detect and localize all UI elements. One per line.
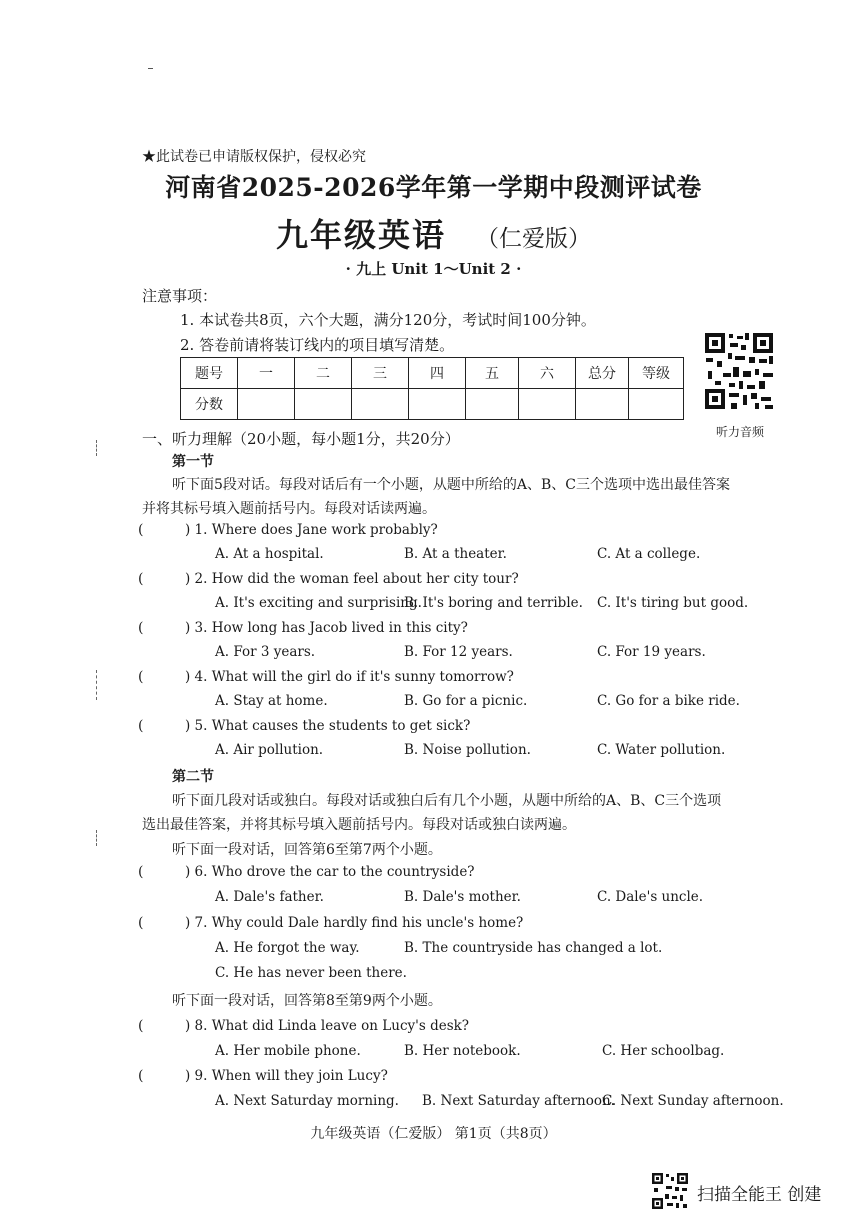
edition-label: （仁爱版）	[476, 226, 591, 252]
score-cell: 五	[466, 358, 519, 389]
score-cell: 六	[519, 358, 576, 389]
listening-qr-code[interactable]	[703, 331, 775, 411]
option-a: A. Dale's father.	[215, 889, 324, 905]
part2-instruction: 选出最佳答案，并将其标号填入题前括号内。每段对话或独白读两遍。	[142, 817, 576, 833]
option-b: B. At a theater.	[404, 546, 507, 562]
scan-mark	[148, 68, 153, 71]
question-4: ) 4. What will the girl do if it's sunny tomorrow?	[185, 669, 514, 685]
scanner-watermark: 扫描全能王 创建	[697, 1185, 822, 1205]
exam-subtitle	[0, 210, 867, 256]
option-a: A. Her mobile phone.	[215, 1043, 361, 1059]
score-cell: 总分	[576, 358, 629, 389]
option-b: B. Go for a picnic.	[404, 693, 528, 709]
option-c: C. Go for a bike ride.	[597, 693, 740, 709]
score-input-cell[interactable]	[466, 389, 519, 420]
score-cell: 题号	[181, 358, 238, 389]
option-a: A. Air pollution.	[215, 742, 324, 758]
answer-paren-left: (	[138, 718, 144, 734]
answer-paren-left: (	[138, 669, 144, 685]
binding-line	[96, 830, 97, 846]
option-b: B. Noise pollution.	[404, 742, 531, 758]
answer-paren-left: (	[138, 915, 144, 931]
units-range: · 九上 Unit 1～Unit 2 ·	[345, 260, 522, 278]
note-item-2: 2. 答卷前请将装订线内的项目填写清楚。	[180, 336, 455, 354]
score-row-label: 分数	[181, 389, 238, 420]
question-1: ) 1. Where does Jane work probably?	[185, 522, 438, 538]
question-7: ) 7. Why could Dale hardly find his uncle's home?	[185, 915, 524, 931]
score-input-cell[interactable]	[519, 389, 576, 420]
score-input-cell[interactable]	[576, 389, 629, 420]
section-heading: 一、听力理解（20小题，每小题1分，共20分）	[142, 430, 460, 448]
question-9: ) 9. When will they join Lucy?	[185, 1068, 388, 1084]
part-heading-1: 第一节	[172, 454, 214, 470]
part2-instruction: 听下面几段对话或独白。每段对话或独白后有几个小题，从题中所给的A、B、C三个选项	[172, 793, 722, 809]
question-6: ) 6. Who drove the car to the countryside?	[185, 864, 475, 880]
note-item-1: 1. 本试卷共8页，六个大题，满分120分，考试时间100分钟。	[180, 311, 596, 329]
score-cell: 等级	[629, 358, 684, 389]
score-cell: 二	[295, 358, 352, 389]
answer-paren-left: (	[138, 1018, 144, 1034]
sub-instruction-6-7: 听下面一段对话，回答第6至第7两个小题。	[172, 842, 442, 858]
score-cell: 四	[409, 358, 466, 389]
option-b: B. It's boring and terrible.	[404, 595, 583, 611]
option-c: C. Her schoolbag.	[602, 1043, 725, 1059]
score-cell: 三	[352, 358, 409, 389]
part1-instruction: 听下面5段对话。每段对话后有一个小题，从题中所给的A、B、C三个选项中选出最佳答案	[172, 477, 731, 493]
answer-paren-left: (	[138, 864, 144, 880]
option-b: B. The countryside has changed a lot.	[404, 940, 663, 956]
option-a: A. For 3 years.	[215, 644, 316, 660]
option-b: B. Next Saturday afternoon.	[422, 1093, 615, 1109]
score-input-cell[interactable]	[629, 389, 684, 420]
option-a: A. He forgot the way.	[215, 940, 360, 956]
option-c: C. Water pollution.	[597, 742, 726, 758]
answer-paren-left: (	[138, 1068, 144, 1084]
option-a: A. It's exciting and surprising.	[215, 595, 422, 611]
copyright-notice: ★此试卷已申请版权保护，侵权必究	[142, 149, 366, 165]
option-a: A. Stay at home.	[215, 693, 328, 709]
subject-title: 九年级英语	[275, 216, 446, 254]
option-c: C. Next Sunday afternoon.	[602, 1093, 784, 1109]
option-b: B. Dale's mother.	[404, 889, 521, 905]
option-c: C. At a college.	[597, 546, 701, 562]
option-c: C. It's tiring but good.	[597, 595, 749, 611]
score-input-cell[interactable]	[352, 389, 409, 420]
option-b: B. For 12 years.	[404, 644, 513, 660]
score-input-cell[interactable]	[409, 389, 466, 420]
option-b: B. Her notebook.	[404, 1043, 521, 1059]
binding-line	[96, 670, 97, 700]
option-a: A. Next Saturday morning.	[215, 1093, 399, 1109]
score-input-cell[interactable]	[295, 389, 352, 420]
score-input-cell[interactable]	[238, 389, 295, 420]
score-cell: 一	[238, 358, 295, 389]
answer-paren-left: (	[138, 522, 144, 538]
question-8: ) 8. What did Linda leave on Lucy's desk?	[185, 1018, 470, 1034]
qr-caption: 听力音频	[716, 425, 765, 439]
notes-heading: 注意事项：	[142, 287, 218, 305]
scanner-qr-icon	[651, 1172, 689, 1210]
option-c: C. For 19 years.	[597, 644, 706, 660]
sub-instruction-8-9: 听下面一段对话，回答第8至第9两个小题。	[172, 993, 442, 1009]
option-c: C. Dale's uncle.	[597, 889, 704, 905]
exam-title: 河南省2025-2026学年第一学期中段测评试卷	[165, 173, 702, 202]
answer-paren-left: (	[138, 571, 144, 587]
part1-instruction: 并将其标号填入题前括号内。每段对话读两遍。	[142, 501, 436, 517]
score-table-score-row	[181, 389, 684, 420]
option-a: A. At a hospital.	[215, 546, 324, 562]
part-heading-2: 第二节	[172, 769, 214, 785]
option-c: C. He has never been there.	[215, 965, 407, 981]
answer-paren-left: (	[138, 620, 144, 636]
binding-line	[96, 440, 97, 456]
question-2: ) 2. How did the woman feel about her city tour?	[185, 571, 519, 587]
question-5: ) 5. What causes the students to get sick?	[185, 718, 471, 734]
question-3: ) 3. How long has Jacob lived in this city?	[185, 620, 468, 636]
score-table-header-row	[181, 358, 684, 389]
page-footer: 九年级英语（仁爱版） 第1页（共8页）	[310, 1126, 557, 1142]
score-table	[180, 357, 684, 420]
